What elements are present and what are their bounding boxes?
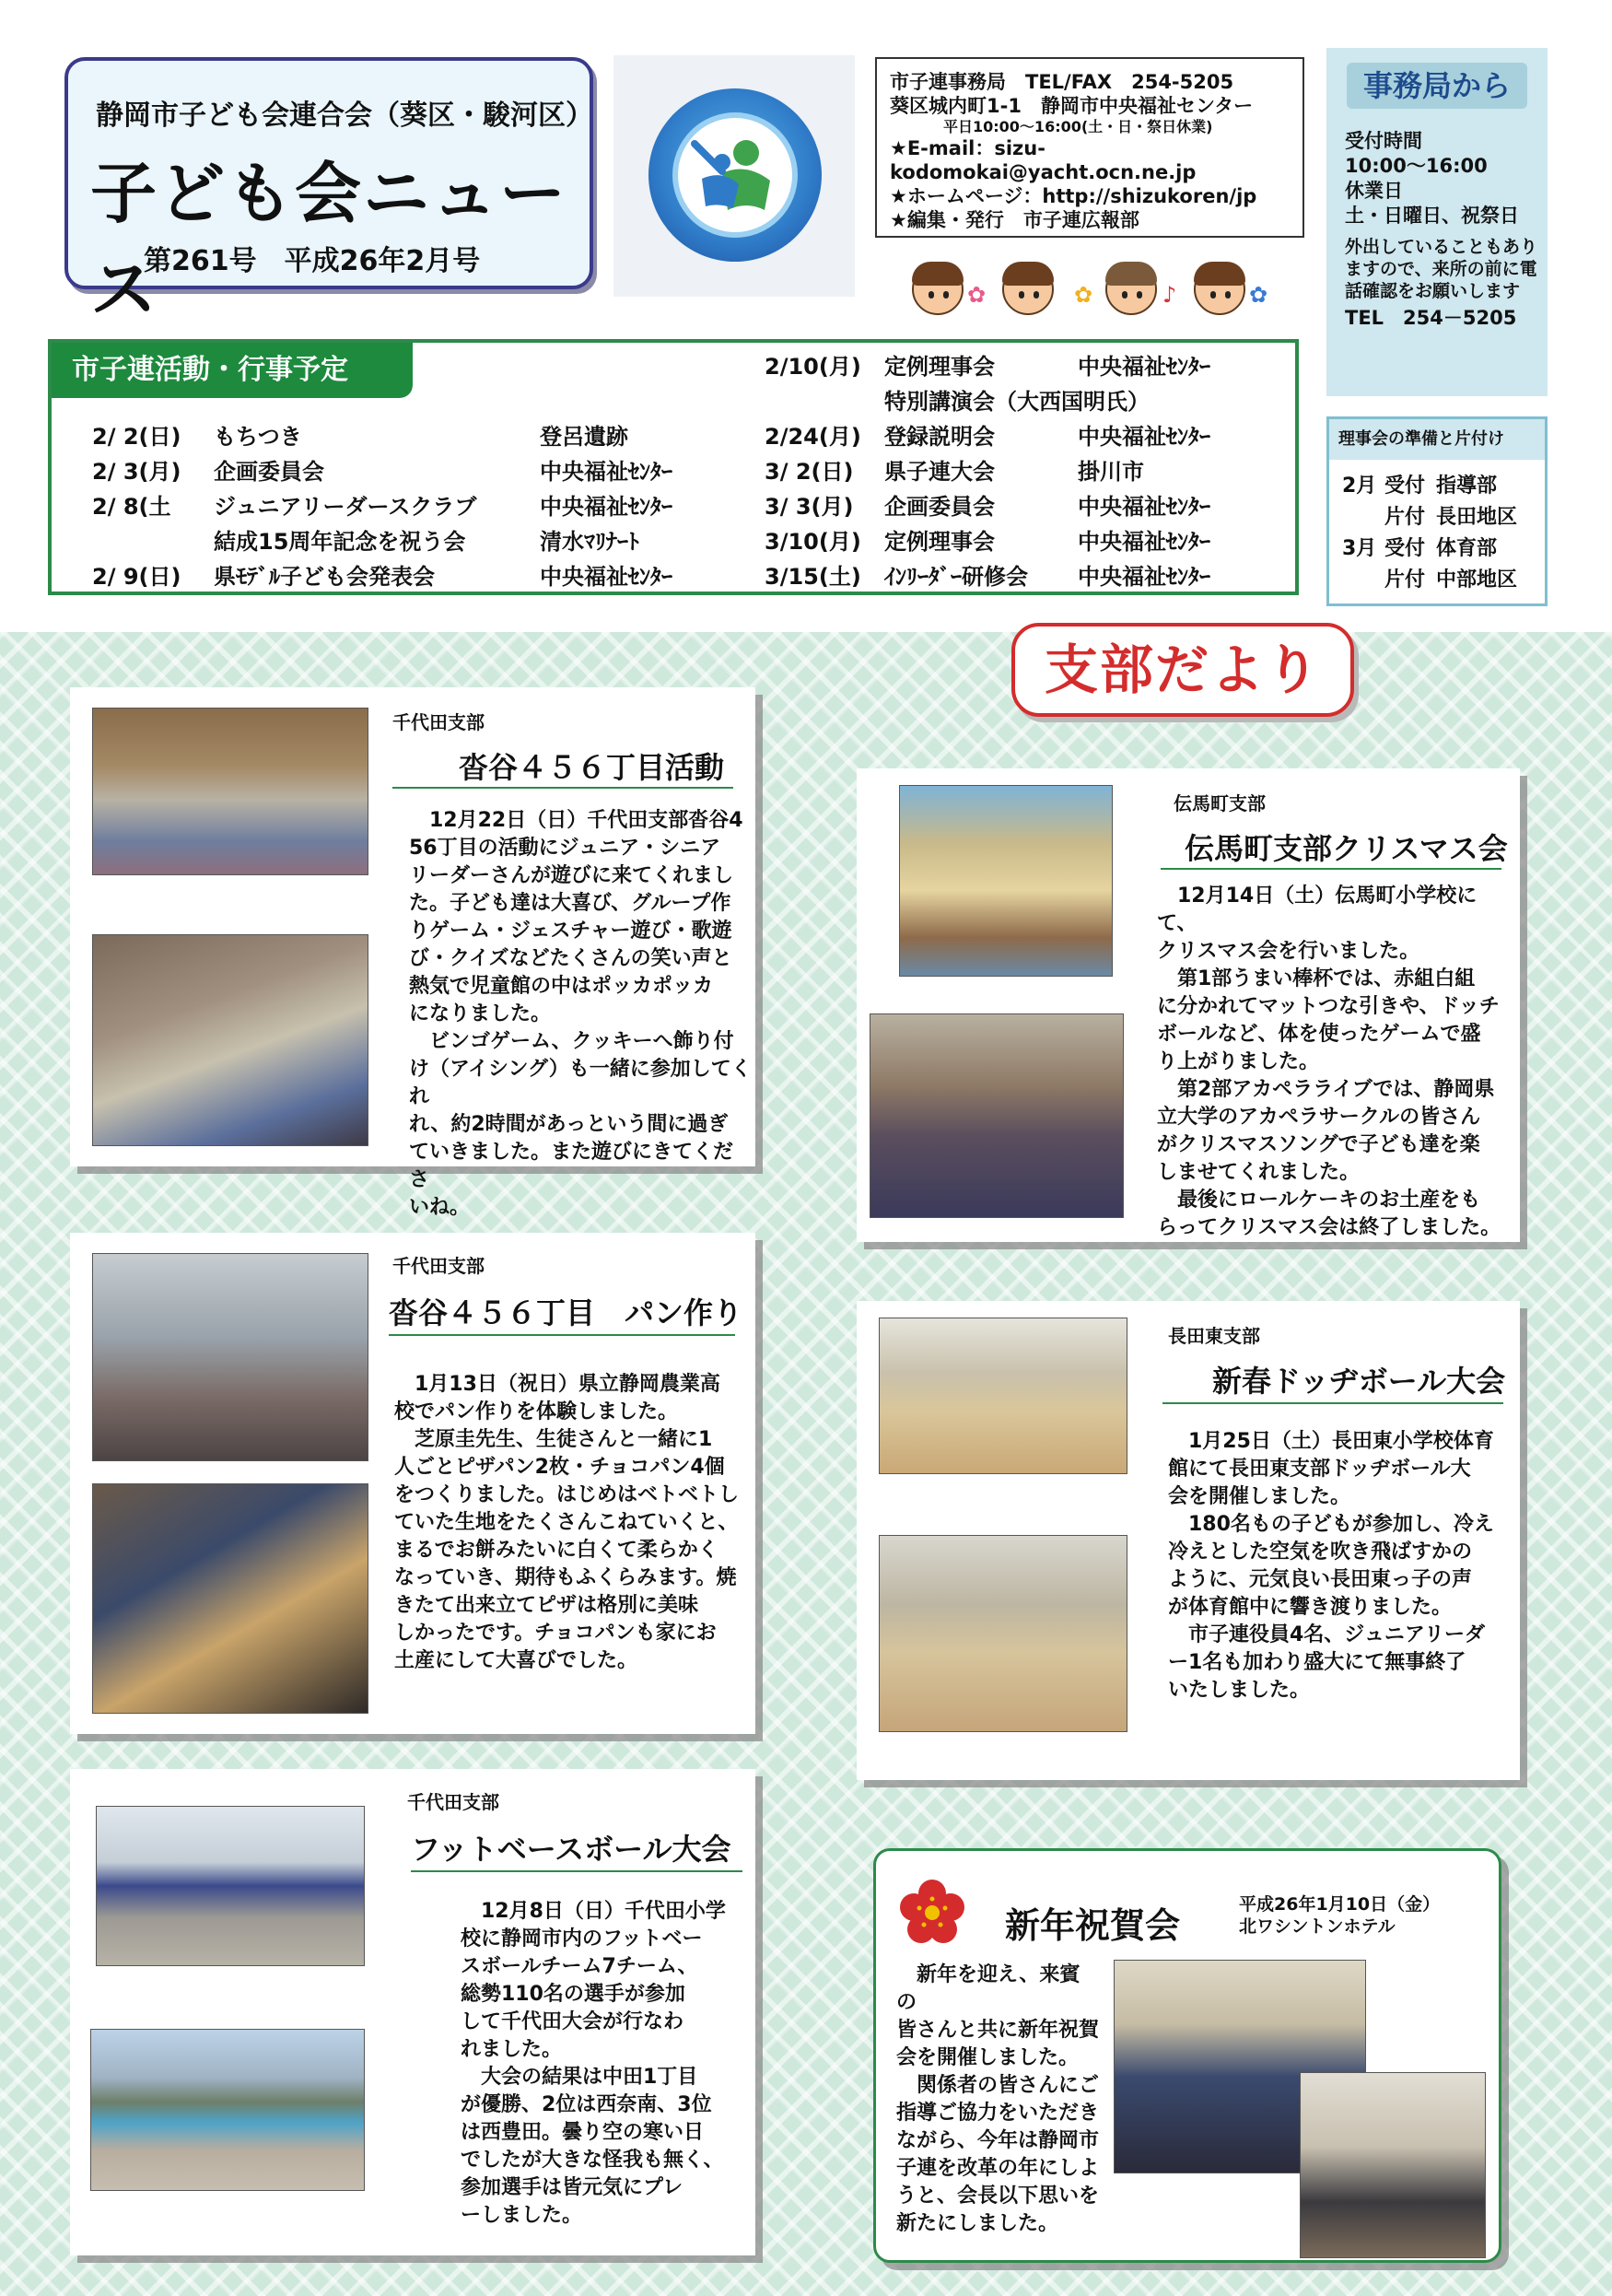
issue-number: 第261号 平成26年2月号	[144, 245, 481, 277]
schedule-date: 3/15(土)	[765, 564, 861, 590]
schedule-date: 3/ 2(日)	[765, 459, 854, 485]
schedule-place: 中央福祉ｾﾝﾀｰ	[1078, 529, 1210, 555]
office-notice-title: 事務局から	[1347, 63, 1527, 109]
article-title: フットベースボール大会	[411, 1832, 731, 1867]
article-photo	[92, 934, 368, 1146]
schedule-place: 中央福祉ｾﾝﾀｰ	[1078, 494, 1210, 520]
office-contact-box	[875, 57, 1304, 238]
schedule-date: 2/ 3(月)	[92, 459, 181, 485]
schedule-date: 3/ 3(月)	[765, 494, 854, 520]
article-photo	[879, 1318, 1127, 1474]
article-card-tenmacho	[857, 768, 1520, 1242]
schedule-date: 2/24(月)	[765, 424, 861, 450]
article-photo	[92, 708, 368, 875]
schedule-event: 企画委員会	[214, 459, 324, 485]
flower-icon: ✿	[967, 282, 987, 308]
notice-line: 土・日曜日、祝祭日	[1345, 205, 1519, 227]
office-homepage: ★ホームページ：http://shizukoren/jp	[890, 185, 1257, 207]
schedule-event: 特別講演会（大西国明氏）	[884, 389, 1150, 415]
article-card-kutsunoya	[70, 687, 755, 1219]
title-underline	[389, 1334, 735, 1336]
article-title: 沓谷４５６丁目活動	[459, 750, 725, 785]
notice-line: 休業日	[1345, 180, 1403, 202]
schedule-date: 2/ 9(日)	[92, 564, 181, 590]
office-editor: ★編集・発行 市子連広報部	[890, 209, 1139, 231]
article-photo	[92, 1483, 368, 1714]
logo-figures-icon	[685, 125, 785, 225]
title-underline	[411, 1870, 742, 1872]
schedule-date: 2/ 8(土	[92, 494, 171, 520]
article-photo	[90, 2029, 365, 2191]
article-title: 沓谷４５６丁目 パン作り	[389, 1295, 743, 1330]
new-year-body: 新年を迎え、来賓の 皆さんと共に新年祝賀 会を開催しました。 関係者の皆さんにご 指導ご協力をいただき ながら、今年は静岡市 子連を改革の年にしよ うと、会長以下思いを 新たにしました。	[896, 1963, 1100, 2235]
child-face-icon	[1194, 264, 1245, 315]
notice-line: 外出していることもありますので、来所の前に電話確認をお願いします	[1345, 237, 1538, 301]
schedule-date: 3/10(月)	[765, 529, 861, 555]
schedule-title: 市子連活動・行事予定	[52, 343, 413, 398]
duty-row: 3月 受付 体育部	[1342, 537, 1498, 560]
child-face-icon	[1002, 264, 1054, 315]
notice-line: TEL 254－5205	[1345, 307, 1517, 329]
article-title: 新春ドッヂボール大会	[1212, 1364, 1506, 1399]
organization-name: 静岡市子ども会連合会（葵区・駿河区）	[96, 100, 593, 132]
child-face-icon	[912, 264, 964, 315]
branch-name: 伝馬町支部	[1174, 792, 1266, 814]
duty-row: 片付 中部地区	[1384, 568, 1518, 592]
schedule-event: ｲﾝﾘｰﾀﾞｰ研修会	[884, 564, 1028, 590]
article-photo	[92, 1253, 368, 1461]
article-photo	[879, 1535, 1127, 1732]
schedule-place: 清水ﾏﾘﾅｰﾄ	[540, 529, 639, 555]
flower-icon: ✿	[1074, 282, 1093, 308]
office-hours: 平日10:00～16:00(土・日・祭日休業)	[943, 118, 1213, 135]
schedule-event: 企画委員会	[884, 494, 995, 520]
article-title: 伝馬町支部クリスマス会	[1185, 831, 1508, 866]
office-notice-panel	[1326, 48, 1548, 396]
schedule-event: もちつき	[214, 424, 302, 450]
notice-line: 10:00～16:00	[1345, 155, 1488, 177]
branch-name: 千代田支部	[392, 1255, 485, 1277]
new-year-party-card	[873, 1848, 1501, 2263]
schedule-place: 中央福祉ｾﾝﾀｰ	[540, 459, 672, 485]
kids-illustration	[912, 258, 1299, 322]
article-card-dodgeball	[857, 1301, 1520, 1780]
title-underline	[392, 787, 733, 789]
party-photo	[1300, 2072, 1486, 2258]
title-underline	[1162, 1402, 1503, 1404]
office-address: 葵区城内町1-1 静岡市中央福祉センター	[890, 95, 1254, 117]
title-underline	[1161, 868, 1501, 870]
event-schedule	[48, 339, 1299, 595]
article-photo	[899, 785, 1113, 977]
flower-icon: ✿	[1249, 282, 1268, 308]
article-body: 1月25日（土）長田東小学校体育 館にて長田東支部ドッヂボール大 会を開催しました。 180名もの子どもが参加し、冷え 冷えとした空気を吹き飛ばすかの ように、元気良い長田東っ子の声 が体育館中に響き渡りました。 市子連役員4名、ジュニアリーダ ー1名も加わり盛大にて無事終了 いたしました。	[1168, 1430, 1494, 1702]
duty-roster-title: 理事会の準備と片付け	[1329, 419, 1545, 460]
schedule-event: 結成15周年記念を祝う会	[214, 529, 466, 555]
notice-line: 受付時間	[1345, 130, 1422, 152]
article-body: 1月13日（祝日）県立静岡農業高 校でパン作りを体験しました。 芝原圭先生、生徒さんと一緒に1 人ごとピザパン2枚・チョコパン4個 をつくりました。はじめはベトベトし ていた生地をたくさんこねていくと、 まるでお餅みたいに白くて柔らかく なっていき、期待もふくらみます。焼 きたて出来立てピザは格別に美味 しかったです。チョコパンも家にお 土産にして大喜びでした。	[394, 1373, 740, 1672]
schedule-event: 定例理事会	[884, 354, 995, 380]
branch-name: 千代田支部	[407, 1791, 499, 1813]
schedule-place: 登呂遺跡	[540, 424, 628, 450]
branch-news-heading: 支部だより	[1011, 623, 1354, 717]
article-body: 12月8日（日）千代田小学 校に静岡市内のフットベー スボールチーム7チーム、 総勢110名の選手が参加 して千代田大会が行なわ れました。 大会の結果は中田1丁目 が優勝、2位は西奈南、3位 は西豊田。曇り空の寒い日 でしたが大きな怪我も無く、 参加選手は皆元気にプレ ーしました。	[461, 1900, 726, 2227]
duty-row: 2月 受付 指導部	[1342, 474, 1498, 498]
child-face-icon	[1105, 264, 1157, 315]
association-logo	[648, 88, 822, 262]
schedule-place: 中央福祉ｾﾝﾀｰ	[1078, 354, 1210, 380]
newsletter-title-box	[64, 57, 593, 328]
schedule-date: 2/10(月)	[765, 354, 861, 380]
article-photo	[96, 1806, 365, 1966]
schedule-place: 中央福祉ｾﾝﾀｰ	[540, 564, 672, 590]
schedule-event: 登録説明会	[884, 424, 995, 450]
article-card-footbaseball	[70, 1769, 755, 2255]
branch-name: 長田東支部	[1168, 1325, 1260, 1347]
branch-name: 千代田支部	[392, 711, 485, 733]
duty-roster	[1326, 416, 1548, 606]
office-email: ★E-mail：sizu-kodomokai@yacht.ocn.ne.jp	[890, 137, 1197, 183]
schedule-event: 県子連大会	[884, 459, 995, 485]
schedule-event: ジュニアリーダースクラブ	[214, 494, 477, 520]
schedule-place: 中央福祉ｾﾝﾀｰ	[1078, 564, 1210, 590]
schedule-event: 県ﾓﾃﾞﾙ子ども会発表会	[214, 564, 435, 590]
schedule-date: 2/ 2(日)	[92, 424, 181, 450]
logo-panel	[613, 55, 855, 297]
article-body: 12月22日（日）千代田支部沓谷4 56丁目の活動にジュニア・シニア リーダーさんが遊びに来てくれまし た。子ども達は大喜び、グループ作 りゲーム・ジェスチャー遊び・歌遊 び・クイズなどたくさんの笑い声と 熱気で児童館の中はポッカポッカ になりました。 ビンゴゲーム、クッキーへ飾り付 け（アイシング）も一緒に参加してくれ れ、約2時間があっという間に過ぎ ていきました。また遊びにきてくださ いね。	[409, 809, 752, 1219]
article-card-bread	[70, 1233, 755, 1734]
article-body: 12月14日（土）伝馬町小学校にて、 クリスマス会を行いました。 第1部うまい棒杯では、赤組白組 に分かれてマットつな引きや、ドッチ ボールなど、体を使ったゲームで盛 り上がりました。 第2部アカペラライブでは、静岡県 立大学のアカペラサークルの皆さん がクリスマスソングで子ども達を楽 しませてくれました。 最後にロールケーキのお土産をも らってクリスマス会は終了しました。	[1157, 884, 1501, 1239]
article-photo	[870, 1013, 1124, 1218]
office-phone: 市子連事務局 TEL/FAX 254-5205	[890, 71, 1234, 93]
newsletter-title: 子ども会ニュース	[90, 155, 568, 328]
new-year-title: 新年祝賀会	[1005, 1904, 1181, 1946]
plum-blossom-icon	[898, 1879, 966, 1947]
schedule-place: 中央福祉ｾﾝﾀｰ	[1078, 424, 1210, 450]
duty-row: 片付 長田地区	[1384, 506, 1518, 529]
new-year-date: 平成26年1月10日（金） 北ワシントンホテル	[1239, 1894, 1441, 1937]
schedule-place: 掛川市	[1078, 459, 1144, 485]
music-note-icon: ♪	[1162, 282, 1177, 308]
schedule-event: 定例理事会	[884, 529, 995, 555]
schedule-place: 中央福祉ｾﾝﾀｰ	[540, 494, 672, 520]
